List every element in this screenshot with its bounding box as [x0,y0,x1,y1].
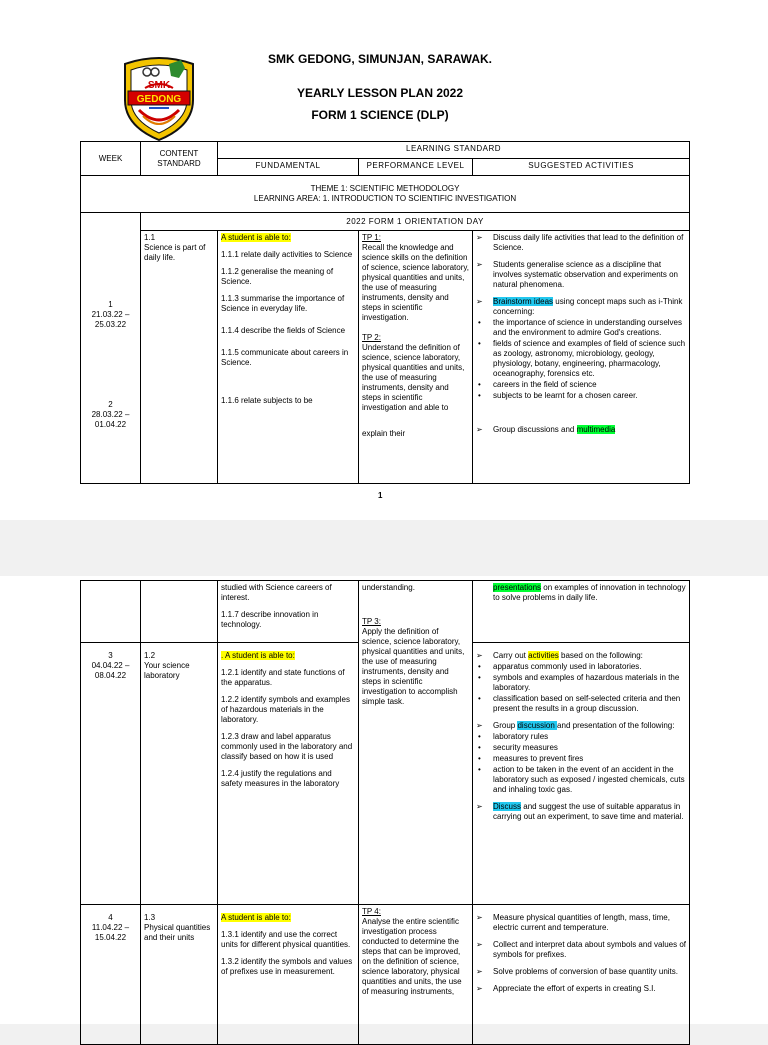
tp3-label: TP 3: [362,617,381,626]
plan-title: YEARLY LESSON PLAN 2022 [296,86,464,100]
highlight-presentations: presentations [493,583,542,592]
fundamental-header: FUNDAMENTAL [218,159,359,176]
tp1-label: TP 1: [362,233,381,242]
week-3-dates: 04.04.22 – 08.04.22 [91,661,130,680]
content-standard-1-2 [141,643,218,905]
week-4-number: 4 [108,913,113,922]
intro-highlight: A student is able to: [221,233,291,242]
tp2-text: Understand the definition of science, science laboratory, physical quantities and units, the use of measuring instruments, density and steps in scientific investigation and able to [362,343,465,412]
activities-1-2 [473,643,690,905]
fund-item: 1.1.1 relate daily activities to Science [221,250,353,259]
fund-item: 1.2.3 draw and label apparatus commonly used in the laboratory and classify based on how it is used [221,732,353,761]
activity-text: Group [493,721,518,730]
bullet-item: • careers in the field of science [476,380,686,390]
highlight-discussion: discussion [517,721,558,730]
cs-title: Science is part of daily life. [144,243,206,262]
fund-item: 1.2.2 identify symbols and examples of hazardous materials in the laboratory. [221,695,350,724]
school-logo [119,54,199,142]
bullet-item: • symbols and examples of hazardous materials in the laboratory. [476,673,686,693]
performance-cont [359,581,473,905]
activity-text: and suggest the use of suitable apparatus in carrying out an experiment, to save time and material. [493,802,684,821]
cs-number: 1.1 [144,233,156,242]
fund-item: 1.3.1 identify and use the correct units for different physical quantities. [221,930,351,949]
fund-item: studied with Science careers of interest. [221,583,332,602]
activity-text: Group discussions and [493,425,577,434]
bullet-item: • apparatus commonly used in laboratories. [476,662,686,672]
orientation-row: 2022 FORM 1 ORIENTATION DAY [141,213,690,231]
fund-item: 1.1.2 generalise the meaning of Science. [221,267,334,286]
week-3-number: 3 [108,651,113,660]
bullet-item: • the importance of science in understanding ourselves and the environment to admire God's creations. [476,318,686,338]
intro-prefix: . [221,651,226,660]
activity-item: ➢ Solve problems of conversion of base quantity units. [476,967,686,977]
bullet-item: • subjects to be learnt for a chosen career. [476,391,686,401]
activities-cont [473,581,690,643]
activity-item [476,425,686,435]
intro-highlight [221,651,295,660]
activity-item [476,297,686,317]
fund-item: 1.1.5 communicate about careers in Science. [221,348,349,367]
intro-highlight: A student is able to: [221,913,291,922]
week-2-number: 2 [108,400,113,409]
cs-title: Physical quantities and their units [144,923,211,942]
logo-text-gedong: GEDONG [136,94,182,105]
activity-item [476,651,686,661]
tp2-label: TP 2: [362,333,381,342]
fundamental-cont [218,581,359,643]
tp2-more: explain their [362,429,406,438]
week-2-dates: 28.03.22 – 01.04.22 [91,410,130,429]
highlight-discuss: Discuss [493,802,522,811]
bullet-item: • laboratory rules [476,732,686,742]
perf-text: understanding. [362,583,415,592]
learning-standard-header: LEARNING STANDARD [218,142,690,159]
highlight-brainstorm: Brainstorm ideas [493,297,554,306]
form-title: FORM 1 SCIENCE (DLP) [311,108,449,122]
activity-item: ➢ Measure physical quantities of length, mass, time, electric current and temperature. [476,913,686,933]
week-cell-3 [81,643,141,905]
fund-item: 1.3.2 identify the symbols and values of prefixes use in measurement. [221,957,353,976]
activity-item [476,802,686,822]
week-cell-1-2 [81,213,141,484]
activities-1-1 [473,231,690,484]
performance-level-header: PERFORMANCE LEVEL [359,159,473,176]
tp4-label: TP 4: [362,907,381,916]
logo-text-smk: SMK [147,80,171,91]
activity-text: and presentation of the following: [557,721,675,730]
week-header: WEEK [81,142,141,176]
cs-number: 1.3 [144,913,156,922]
intro-text: A student is able to: [225,651,295,660]
activity-item: ➢ Discuss daily life activities that lead to the definition of Science. [476,233,686,253]
page-2 [0,576,768,1024]
week-1-dates: 21.03.22 – 25.03.22 [91,310,130,329]
lesson-plan-table-page-1 [80,141,690,484]
bullet-item: • action to be taken in the event of an accident in the laboratory such as exposed / ingested chemicals, cuts and inhaling toxic gas. [476,765,686,795]
fund-item: 1.2.1 identify and state functions of the apparatus. [221,668,345,687]
theme-row [81,176,690,213]
fund-item: 1.2.4 justify the regulations and safety measures in the laboratory [221,769,340,788]
week-4-dates: 11.04.22 – 15.04.22 [91,923,130,942]
tp4-text: Analyse the entire scientific investigation process conducted to determine the steps that can be improved, on the definition of science, science laboratory, physical quantities and units, the use of measuring instruments, [362,917,462,996]
week-cell-cont [81,581,141,643]
activity-text: Carry out [493,651,529,660]
highlight-multimedia: multimedia [576,425,616,434]
fund-item: 1.1.7 describe innovation in technology. [221,610,319,629]
lesson-plan-table-page-2 [80,580,690,1045]
highlight-activities: activities [528,651,559,660]
page-1 [0,0,768,520]
fund-item: 1.1.4 describe the fields of Science [221,326,346,335]
tp1-text: Recall the knowledge and science skills on the definition of science, science laboratory, physical quantities and units, the use of measuring instruments, density and steps in scientific investigation. [362,243,470,322]
activity-text: using concept maps such as i-Think concerning: [493,297,683,316]
suggested-activities-header: SUGGESTED ACTIVITIES [473,159,690,176]
bullet-item: • security measures [476,743,686,753]
fund-item: 1.1.6 relate subjects to be [221,396,313,405]
page-number: 1 [378,491,383,500]
content-standard-cont [141,581,218,643]
activity-item [476,721,686,731]
learning-area: LEARNING AREA: 1. INTRODUCTION TO SCIENTIFIC INVESTIGATION [253,194,517,203]
content-standard-header: CONTENT STANDARD [141,142,218,176]
bullet-item: • measures to prevent fires [476,754,686,764]
cs-title: Your science laboratory [144,661,190,680]
content-standard-1-1 [141,231,218,484]
fundamental-1-2 [218,643,359,905]
activity-item: ➢ Collect and interpret data about symbols and values of symbols for prefixes. [476,940,686,960]
theme-title: THEME 1: SCIENTIFIC METHODOLOGY [310,184,460,193]
tp3-text: Apply the definition of science, science laboratory, physical quantities and units, the use of measuring instruments, density and steps in scientific investigation to accomplish simple task. [362,627,465,706]
bullet-item: • classification based on self-selected criteria and then present the results in a group discussion. [476,694,686,714]
performance-1-1 [359,231,473,484]
fund-item: 1.1.3 summarise the importance of Science in everyday life. [221,294,345,313]
school-name: SMK GEDONG, SIMUNJAN, SARAWAK. [267,52,492,66]
cs-number: 1.2 [144,651,156,660]
week-1-number: 1 [108,300,113,309]
activity-text: on examples of innovation in technology to solve problems in daily life. [493,583,686,602]
activity-item: ➢ Appreciate the effort of experts in creating S.I. [476,984,686,994]
activity-text: based on the following: [558,651,643,660]
bullet-item: • fields of science and examples of field of science such as zoology, astronomy, microbiology, geology, physiology, botany, engineering, pharmacology, oceanography, forensics etc. [476,339,686,379]
activity-item: ➢ Students generalise science as a discipline that involves systematic observation and experiments on natural phenomena. [476,260,686,290]
fundamental-1-1 [218,231,359,484]
